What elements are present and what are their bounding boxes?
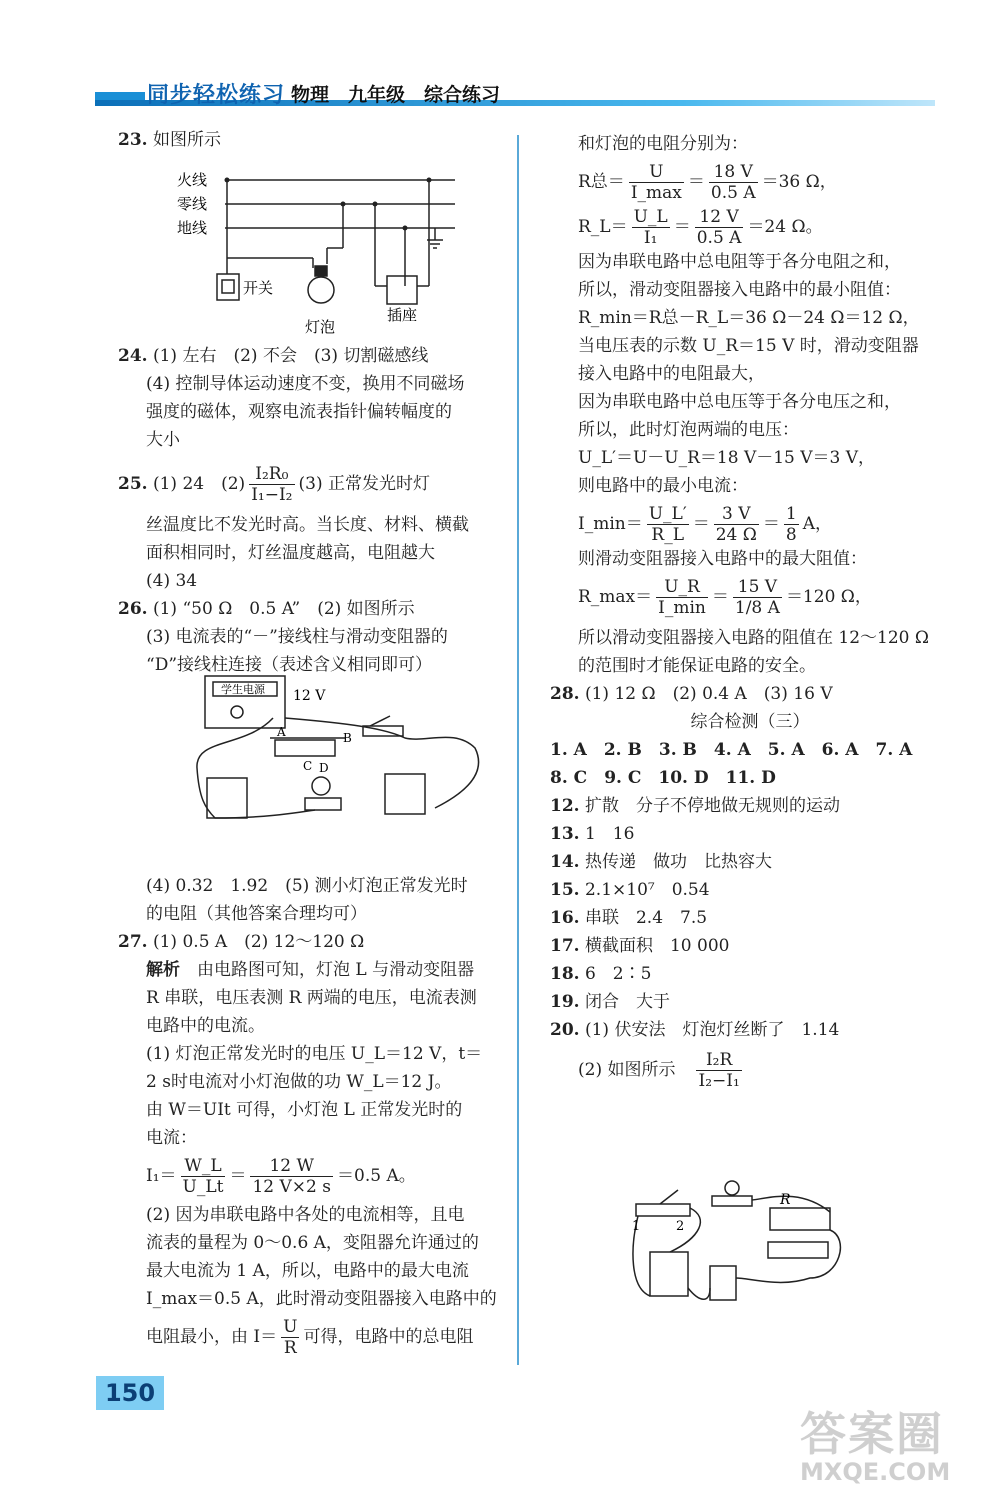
- q26-line4: (4) 0.32 1.92 (5) 测小灯泡正常发光时: [146, 876, 468, 896]
- label-zero: 零线: [177, 195, 208, 213]
- q26-line2: (3) 电流表的“－”接线柱与滑动变阻器的: [146, 627, 448, 647]
- label-A: A: [277, 725, 286, 739]
- lamp-bulb: [308, 277, 334, 303]
- left-column-c: [118, 872, 513, 1358]
- answer-18: 18. 6 2∶5: [550, 964, 652, 984]
- r-line14: 则滑动变阻器接入电路中的最大阻值：: [578, 549, 867, 569]
- q28: 28. (1) 12 Ω (2) 0.4 A (3) 16 V: [550, 684, 833, 704]
- ammeter: [207, 778, 247, 818]
- r-line4: 因为串联电路中总电阻等于各分电阻之和，: [578, 252, 901, 272]
- label-R: R: [780, 1192, 791, 1208]
- q24-line3: 强度的磁体，观察电流表指针偏转幅度的: [146, 402, 452, 422]
- label-B: B: [343, 731, 352, 745]
- watermark-main: 答案圈: [800, 1407, 944, 1461]
- label-1: 1: [632, 1219, 641, 1234]
- label-socket: 插座: [387, 306, 418, 324]
- label-2: 2: [676, 1219, 685, 1234]
- page-header: [95, 78, 935, 118]
- q27-line5: (1) 灯泡正常发光时的电压 U_L＝12 V，t＝: [146, 1044, 483, 1064]
- right-column: [550, 130, 950, 1091]
- r-line8: 接入电路中的电阻最大，: [578, 364, 765, 384]
- lamp: [312, 777, 330, 795]
- q27-formula-I1: I₁＝ $\frac{W\_L}{U\_Lt}$ ＝ $\frac{12 W}{12 V\times 2 s}$ ＝0.5 A。: [146, 1156, 416, 1197]
- r-formula-Rtotal: R总＝ $\frac{U}{I\_\max}$ ＝ $\frac{18 V}{0.5 A}$ ＝36 Ω，: [578, 162, 837, 203]
- q26-line5: 的电阻（其他答案合理均可）: [146, 904, 367, 924]
- answer-20: 20. (1) 伏安法 灯泡灯丝断了 1.14: [550, 1020, 840, 1040]
- r-line11: U_L′＝U－U_R＝18 V－15 V＝3 V，: [578, 448, 876, 468]
- switch: [636, 1204, 690, 1216]
- label-fire: 火线: [177, 171, 208, 189]
- q24-line1: 24. (1) 左右 (2) 不会 (3) 切割磁感线: [118, 346, 429, 366]
- q26-line3: “D”接线柱连接（表述含义相同即可）: [146, 655, 433, 675]
- q26-line1: 26. (1) “50 Ω 0.5 A” (2) 如图所示: [118, 599, 415, 619]
- q27-line2: 解析 由电路图可知，灯泡 L 与滑动变阻器: [146, 960, 475, 980]
- label-C: C: [303, 759, 313, 773]
- lamp: [725, 1181, 739, 1195]
- left-column: [118, 126, 513, 154]
- answer-15: 15. 2.1×10⁷ 0.54: [550, 880, 710, 900]
- r-line1: 和灯泡的电阻分别为：: [578, 134, 748, 154]
- r-line7: 当电压表的示数 U_R＝15 V 时，滑动变阻器: [578, 336, 919, 356]
- watermark: [800, 1398, 990, 1488]
- q27-line10: 流表的量程为 0～0.6 A，变阻器允许通过的: [146, 1233, 479, 1253]
- figure-23-household-circuit: [165, 158, 465, 338]
- series-title: 同步轻松练习: [147, 83, 286, 108]
- figure-26-circuit: [185, 668, 485, 828]
- label-lamp: 灯泡: [305, 318, 336, 336]
- answer-20-part2: (2) 如图所示 $\frac{\text{I₂R}}{\text{I₂−I₁}}$: [578, 1050, 740, 1091]
- figure-20-circuit: [630, 1178, 850, 1308]
- answer-13: 13. 1 16: [550, 824, 635, 844]
- q25-fraction: $\frac{\text{I₂R₀}}{\text{I₁−I₂}}$: [251, 464, 293, 505]
- label-ground: 地线: [177, 219, 208, 237]
- label-D: D: [319, 761, 329, 775]
- q25-line4: (4) 34: [146, 571, 198, 591]
- column-divider: [517, 135, 519, 1365]
- r-formula-RL: R_L＝ $\frac{U\_L}{\text{I₁}}$ ＝ $\frac{12 V}{0.5 A}$ ＝24 Ω。: [578, 207, 823, 248]
- r-line10: 所以，此时灯泡两端的电压：: [578, 420, 799, 440]
- q27-line13: 电阻最小，由 I＝ $\frac{U}{R}$ 可得，电路中的总电阻: [146, 1317, 474, 1358]
- switch-box: [217, 274, 239, 300]
- label-12v: 12 V: [293, 688, 326, 704]
- resistor-box: [770, 1208, 830, 1230]
- answer-19: 19. 闭合 大于: [550, 992, 670, 1012]
- answer-16: 16. 串联 2.4 7.5: [550, 908, 708, 928]
- q27-line1: 27. (1) 0.5 A (2) 12～120 Ω: [118, 932, 365, 952]
- answer-17: 17. 横截面积 10 000: [550, 936, 730, 956]
- battery: [710, 1266, 736, 1300]
- r-formula-Rmax: R_max＝ $\frac{U\_R}{I\_\min}$ ＝ $\frac{15 V}{1/8 A}$ ＝120 Ω，: [578, 577, 872, 618]
- book-info: 物理 九年级 综合练习: [291, 84, 501, 106]
- q27-line3: R 串联，电压表测 R 两端的电压，电流表测: [146, 988, 477, 1008]
- r-line17: 的范围时才能保证电路的安全。: [578, 656, 816, 676]
- q25-line3: 面积相同时，灯丝温度越高，电阻越大: [146, 543, 435, 563]
- lamp-base: [712, 1196, 752, 1206]
- q27-line9: (2) 因为串联电路中各处的电流相等，且电: [146, 1205, 465, 1225]
- socket-box: [387, 276, 417, 304]
- answers-1-7: 1. A 2. B 3. B 4. A 5. A 6. A 7. A: [550, 740, 913, 760]
- label-power-supply: 学生电源: [221, 683, 265, 696]
- q25-line1: 25. (1) 24 (2) $\frac{\text{I₂R₀}}{\text{I₁−I₂}}$ (3) 正常发光时灯: [118, 464, 430, 505]
- r-line9: 因为串联电路中总电压等于各分电压之和，: [578, 392, 901, 412]
- q27-line12: I_max＝0.5 A，此时滑动变阻器接入电路中的: [146, 1289, 497, 1309]
- rheostat: [768, 1242, 828, 1258]
- answers-8-11: 8. C 9. C 10. D 11. D: [550, 768, 776, 788]
- r-line12: 则电路中的最小电流：: [578, 476, 748, 496]
- voltmeter: [385, 774, 425, 814]
- r-line16: 所以滑动变阻器接入电路的阻值在 12～120 Ω: [578, 628, 929, 648]
- watermark-url: MXQE.COM: [800, 1458, 951, 1486]
- answer-12: 12. 扩散 分子不停地做无规则的运动: [550, 796, 840, 816]
- q27-line8: 电流：: [146, 1128, 197, 1148]
- q25-line2: 丝温度比不发光时高。当长度、材料、横截: [146, 515, 469, 535]
- r-line6: R_min＝R总－R_L＝36 Ω－24 Ω＝12 Ω，: [578, 308, 920, 328]
- q27-line6: 2 s时电流对小灯泡做的功 W_L＝12 J。: [146, 1072, 452, 1092]
- label-switch: 开关: [243, 279, 274, 297]
- q24-line4: 大小: [146, 430, 180, 450]
- meter: [650, 1252, 688, 1296]
- q27-line11: 最大电流为 1 A，所以，电路中的最大电流: [146, 1261, 469, 1281]
- r-formula-Imin: I_min＝ $\frac{U\_L'}{R\_L}$ ＝ $\frac{3 V}{24 \Omega}$ ＝ $\frac{1}{8}$ A，: [578, 504, 832, 545]
- q27-line7: 由 W＝UIt 可得，小灯泡 L 正常发光时的: [146, 1100, 463, 1120]
- left-column-b: [118, 342, 513, 679]
- q27-line4: 电路中的电流。: [146, 1016, 265, 1036]
- q24-line2: (4) 控制导体运动速度不变，换用不同磁场: [146, 374, 465, 394]
- rheostat: [275, 740, 335, 756]
- q23: 23. 如图所示: [118, 130, 221, 150]
- r-line5: 所以，滑动变阻器接入电路中的最小阻值：: [578, 280, 901, 300]
- answer-14: 14. 热传递 做功 比热容大: [550, 852, 772, 872]
- page-number: 150: [96, 1376, 164, 1410]
- section-title: 综合检测（三）: [690, 712, 810, 732]
